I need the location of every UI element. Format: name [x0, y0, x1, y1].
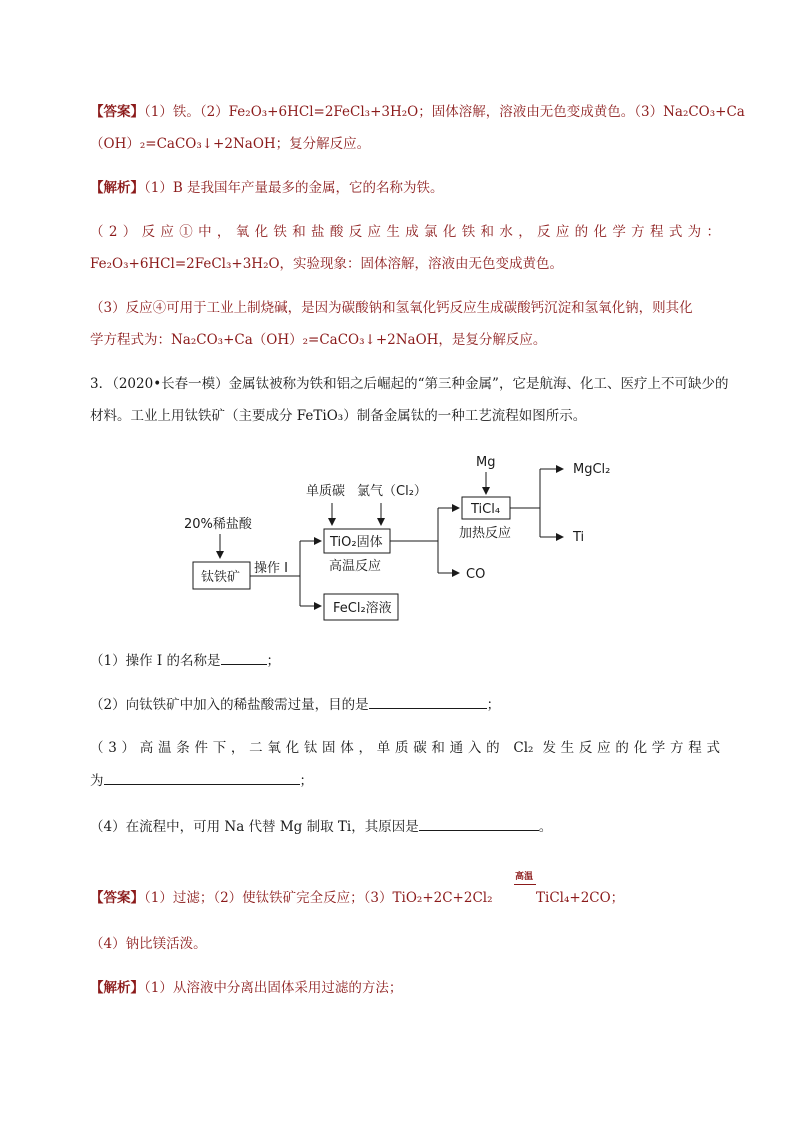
analysis-line-2a: （2）反应①中，氧化铁和盐酸反应生成氯化铁和水，反应的化学方程式为：: [90, 224, 720, 240]
q3-answer-text-b: TiCl₄+2CO；: [536, 890, 625, 906]
mgcl2-label: MgCl₂: [573, 462, 611, 477]
ticl4-label: TiCl₄: [471, 502, 501, 517]
reaction-condition: 高温: [515, 872, 534, 882]
sub-question-2-end: ；: [486, 697, 501, 713]
heat-label: 加热反应: [459, 526, 512, 541]
analysis-tag: 【解析】: [90, 180, 144, 196]
sub-question-1: [90, 650, 280, 671]
analysis-line-3b: 学方程式为：Na₂CO₃+Ca（OH）₂=CaCO₃↓+2NaOH，是复分解反应。: [90, 332, 547, 348]
sub-question-3a: （3）高温条件下，二氧化钛固体，单质碳和通入的 Cl₂ 发生反应的化学方程式: [90, 740, 720, 756]
sub-question-3b: [90, 770, 313, 791]
analysis-text-1: （1）B 是我国年产量最多的金属，它的名称为铁。: [144, 180, 444, 196]
sub-question-4-end: 。: [538, 819, 553, 835]
question-3-intro-1: 3．（2020•长春一模）金属钛被称为铁和铝之后崛起的“第三种金属”，它是航海、化工、医疗上不可缺少的: [90, 376, 729, 392]
answer-tag: 【答案】: [90, 104, 144, 120]
operation-label: 操作 I: [254, 561, 288, 576]
sub-question-3-end: ；: [299, 773, 313, 789]
answer-blank-4[interactable]: [419, 816, 539, 831]
sub-question-2: [90, 694, 500, 715]
analysis-line-3a: （3）反应④可用于工业上制烧碱，是因为碳酸钠和氢氧化钙反应生成碳酸钙沉淀和氢氧化钠，则其化: [90, 300, 693, 316]
tio2-label: TiO₂固体: [330, 535, 383, 550]
sub-question-4: [90, 816, 552, 837]
answer-blank-2[interactable]: [369, 694, 487, 709]
ore-label: 钛铁矿: [201, 570, 241, 585]
high-temp-label: 高温反应: [329, 559, 382, 574]
fecl2-label: FeCl₂溶液: [333, 601, 392, 616]
q3-analysis-line-1: [90, 978, 402, 998]
analysis-line-2b: Fe₂O₃+6HCl=2FeCl₃+3H₂O，实验现象：固体溶解，溶液由无色变成黄色。: [90, 256, 564, 272]
q3-analysis-text-1: （1）从溶液中分离出固体采用过滤的方法；: [144, 980, 403, 996]
mg-label: Mg: [476, 455, 496, 470]
chlorine-label: 氯气（Cl₂）: [357, 484, 427, 499]
q3-answer-tag: 【答案】: [90, 890, 144, 906]
q3-analysis-tag: 【解析】: [90, 980, 144, 996]
hcl-label: 20%稀盐酸: [184, 517, 252, 532]
q3-answer-text-a: （1）过滤；（2）使钛铁矿完全反应；（3）TiO₂+2C+2Cl₂: [144, 890, 493, 906]
sub-question-1-text: （1）操作 I 的名称是: [90, 653, 221, 669]
ti-label: Ti: [573, 530, 585, 545]
answer-blank-1[interactable]: [221, 650, 267, 665]
question-3-intro-2: 材料。工业上用钛铁矿（主要成分 FeTiO₃）制备金属钛的一种工艺流程如图所示。: [90, 408, 587, 424]
q3-answer-line-1: [90, 888, 493, 908]
carbon-label: 单质碳: [306, 484, 346, 499]
reaction-condition-bar: [514, 884, 536, 885]
sub-question-1-end: ；: [266, 653, 281, 669]
answer-line-2: （OH）₂=CaCO₃↓+2NaOH；复分解反应。: [90, 136, 371, 152]
answer-text-1: （1）铁。（2）Fe₂O₃+6HCl=2FeCl₃+3H₂O；固体溶解，溶液由无色变成黄色。（3）Na₂CO₃+Ca: [144, 104, 745, 120]
answer-blank-3[interactable]: [104, 770, 300, 785]
sub-question-3-text: 为: [90, 773, 104, 789]
sub-question-4-text: （4）在流程中，可用 Na 代替 Mg 制取 Ti，其原因是: [90, 819, 419, 835]
q3-answer-line-2: （4）钠比镁活泼。: [90, 936, 207, 952]
co-label: CO: [466, 567, 486, 582]
sub-question-2-text: （2）向钛铁矿中加入的稀盐酸需过量，目的是: [90, 697, 369, 713]
